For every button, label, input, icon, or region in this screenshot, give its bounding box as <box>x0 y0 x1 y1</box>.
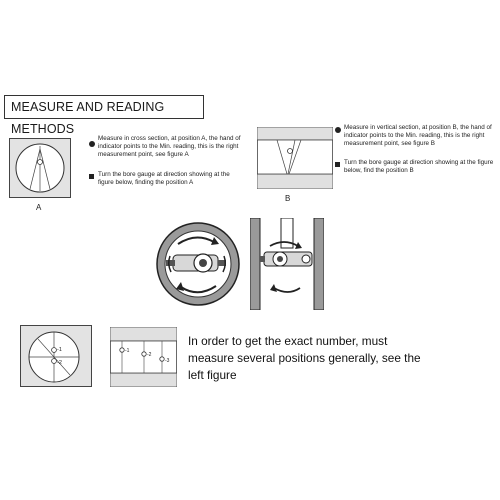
circle-position-label: -1 <box>57 347 62 353</box>
circle-position-label: -2 <box>57 360 62 366</box>
multi-position-section-figure <box>110 327 177 387</box>
multi-position-note: In order to get the exact number, must measure several positions generally, see the left figure <box>188 334 421 382</box>
figure-b-diagram <box>257 127 333 189</box>
figure-a-text-2: Turn the bore gauge at direction showing at the figure below, finding the position A <box>98 171 230 186</box>
vertical-bore-illustration <box>250 218 324 310</box>
figure-b-label: B <box>285 194 291 203</box>
rotation-arrow-icon <box>250 218 324 310</box>
figure-a-text-1: Measure in cross section, at position A, the hand of indicator points to the Min. reading, this is the right measurement point, see figure A <box>98 135 241 158</box>
figure-b-text-2: Turn the bore gauge at direction showing at the figure below, find the position B <box>344 159 494 174</box>
multi-position-section-drawing <box>110 327 177 387</box>
figure-b-drawing <box>257 127 333 189</box>
section-position-label: -2 <box>147 352 152 358</box>
rotation-circle-illustration <box>148 222 248 306</box>
section-position-label: -1 <box>125 348 130 354</box>
figure-b-text-1: Measure in vertical section, at position B, the hand of indicator points to the Min. reading, this is the right measurement point, see figure B <box>344 124 492 147</box>
section-position-label: -3 <box>165 358 170 364</box>
section-heading: MEASURE AND READING METHODS <box>4 95 204 119</box>
filled-square-bullet-icon <box>335 162 340 167</box>
figure-a-diagram <box>9 138 71 198</box>
filled-circle-bullet-icon <box>89 141 95 147</box>
figure-a-drawing <box>10 139 70 197</box>
multi-position-circle-figure <box>20 325 92 387</box>
rotation-arrow-icon <box>148 222 248 306</box>
filled-square-bullet-icon <box>89 174 94 179</box>
filled-circle-bullet-icon <box>335 127 341 133</box>
figure-a-label: A <box>36 203 42 212</box>
multi-position-circle-drawing <box>21 326 91 386</box>
